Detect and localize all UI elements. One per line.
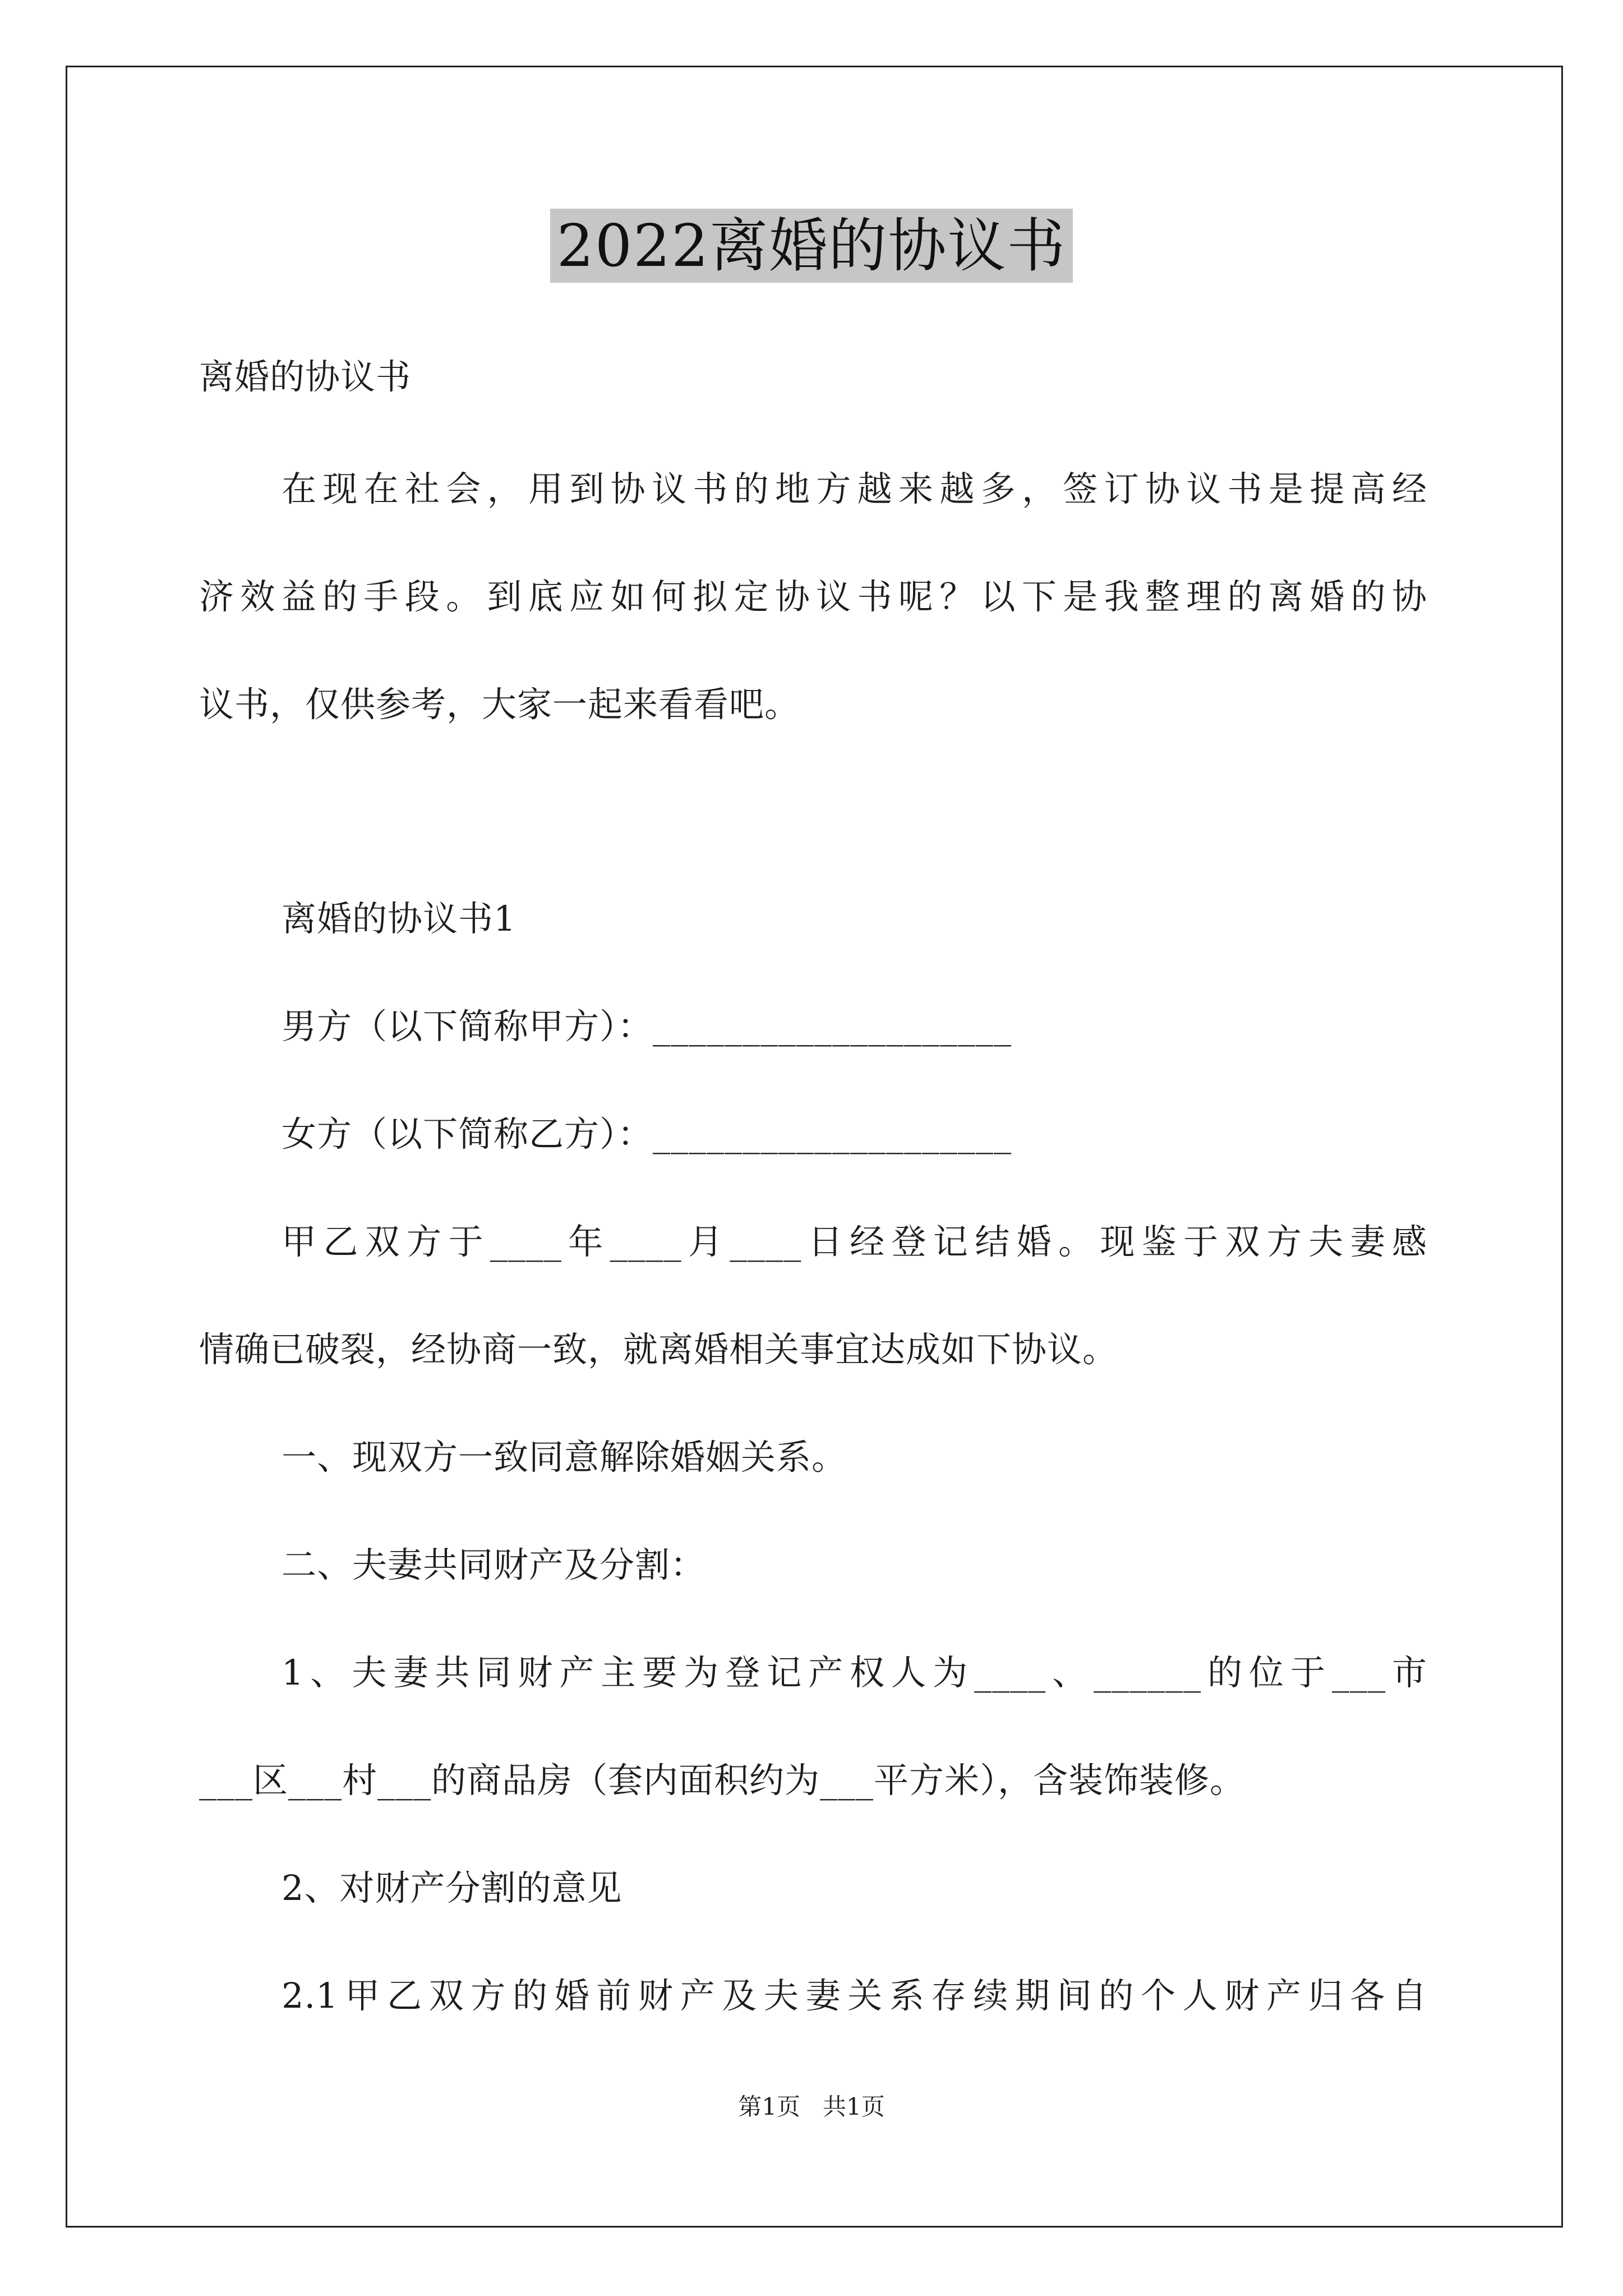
subtitle: 离婚的协议书 bbox=[199, 356, 412, 397]
paragraph-line: 甲乙双方于____年____月____日经登记结婚。现鉴于双方夫妻感 bbox=[282, 1221, 1427, 1262]
paragraph-line: 在现在社会，用到协议书的地方越来越多，签订协议书是提高经 bbox=[282, 468, 1427, 509]
title-container bbox=[0, 209, 1623, 283]
subclause-heading: 2、对财产分割的意见 bbox=[282, 1867, 623, 1908]
husband-field: 男方（以下简称甲方）：____________________ bbox=[282, 1006, 1012, 1047]
wife-field: 女方（以下简称乙方）：____________________ bbox=[282, 1114, 1012, 1154]
paragraph-line: 1、夫妻共同财产主要为登记产权人为____、______的位于___市 bbox=[282, 1652, 1427, 1693]
section-heading: 离婚的协议书1 bbox=[282, 898, 517, 939]
page-footer: 第1页 共1页 bbox=[738, 2093, 885, 2120]
document-title: 2022离婚的协议书 bbox=[550, 209, 1073, 283]
paragraph-line: 2.1甲乙双方的婚前财产及夫妻关系存续期间的个人财产归各自 bbox=[282, 1975, 1427, 2016]
paragraph-line: 情确已破裂，经协商一致，就离婚相关事宜达成如下协议。 bbox=[199, 1329, 1118, 1370]
paragraph-line: 议书，仅供参考，大家一起来看看吧。 bbox=[199, 684, 800, 725]
clause-1: 一、现双方一致同意解除婚姻关系。 bbox=[282, 1437, 847, 1478]
clause-2: 二、夫妻共同财产及分割： bbox=[282, 1544, 706, 1585]
paragraph-line: 济效益的手段。到底应如何拟定协议书呢？以下是我整理的离婚的协 bbox=[199, 576, 1427, 617]
paragraph-line: ___区___村___的商品房（套内面积约为___平方米），含装饰装修。 bbox=[199, 1760, 1246, 1801]
